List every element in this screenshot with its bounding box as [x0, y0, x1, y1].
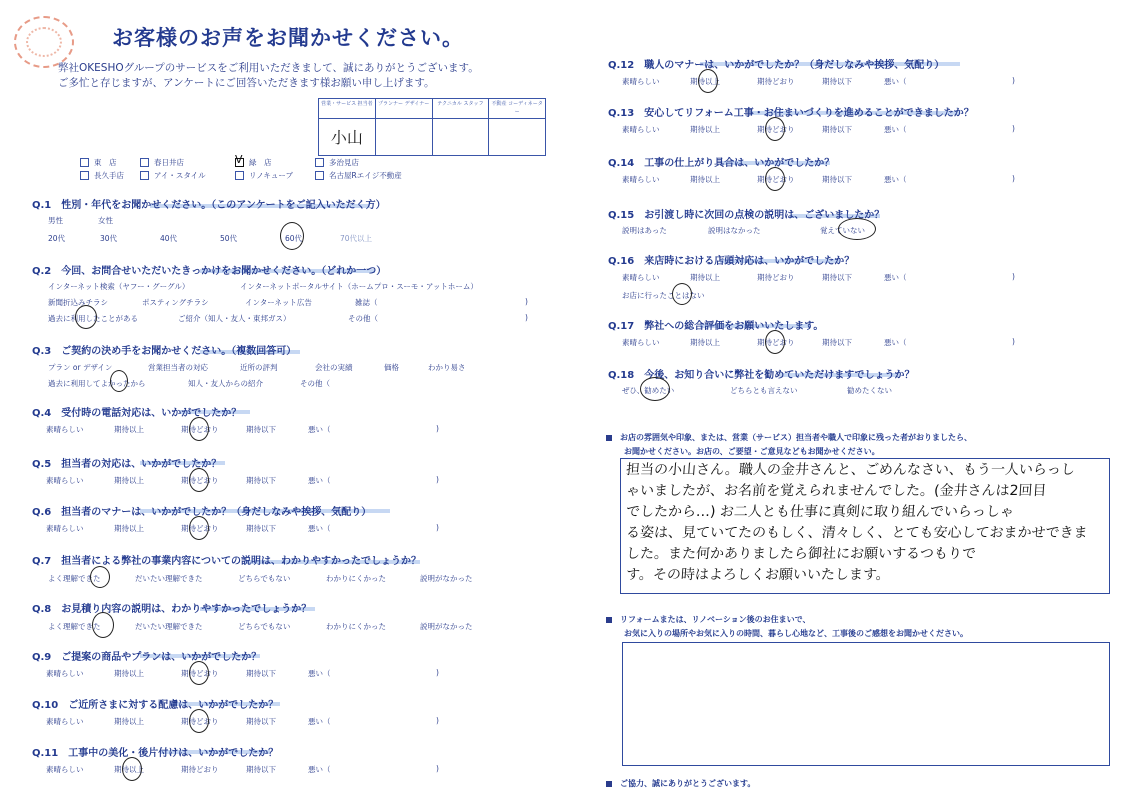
option[interactable]: 期待以上 — [114, 765, 144, 774]
option[interactable]: 50代 — [220, 234, 238, 243]
option[interactable]: 覚えていない — [820, 226, 865, 235]
checkbox[interactable] — [315, 171, 324, 180]
option[interactable]: 悪い（ — [308, 425, 331, 434]
option[interactable]: 素晴らしい — [46, 476, 84, 485]
question-q3: Q.3 ご契約の決め手をお聞かせください。（複数回答可） — [32, 346, 297, 357]
option[interactable]: 期待以下 — [246, 765, 276, 774]
intro-line-1: 弊社OKESHOグループのサービスをご利用いただきまして、誠にありがとうございます。 — [58, 62, 479, 74]
selection-circle — [189, 468, 209, 492]
option[interactable]: 男性 — [48, 216, 63, 225]
option[interactable]: 悪い（ — [308, 717, 331, 726]
shop-option[interactable]: 春日井店 — [140, 157, 235, 168]
option[interactable]: 過去に利用したことがある — [48, 314, 138, 323]
option[interactable]: どちらでもない — [238, 622, 291, 631]
checkbox[interactable] — [140, 158, 149, 167]
option[interactable]: わかり易さ — [428, 363, 466, 372]
option[interactable]: 期待以上 — [690, 338, 720, 347]
option[interactable]: インターネットポータルサイト（ホームプロ・スーモ・アットホーム） — [240, 282, 478, 291]
option[interactable]: 知人・友人からの紹介 — [188, 379, 263, 388]
staff-header: 不動産 コーディネーター — [489, 99, 545, 119]
option[interactable]: どちらとも言えない — [730, 386, 798, 395]
comment1-label-2: お聞かせください。お店の、ご要望・ご意見などもお聞かせください。 — [624, 447, 880, 456]
square-bullet-icon — [606, 617, 612, 623]
option[interactable]: 期待どおり — [181, 669, 219, 678]
selection-circle — [640, 377, 670, 401]
bracket: ) — [525, 297, 528, 306]
question-q11: Q.11 工事中の美化・後片付けは、いかがでしたか？ — [32, 748, 279, 759]
option[interactable]: 期待どおり — [181, 425, 219, 434]
selection-circle — [75, 305, 97, 329]
option[interactable]: どちらでもない — [238, 574, 291, 583]
handwritten-line: ゃいましたが、お名前を覚えられませんでした。(金井さんは2回目 — [625, 483, 1047, 499]
question-q5: Q.5 担当者の対応は、いかがでしたか？ — [32, 459, 222, 470]
option[interactable]: 悪い（ — [308, 669, 331, 678]
option[interactable]: その他（ — [300, 379, 330, 388]
option[interactable]: その他（ — [348, 314, 378, 323]
selection-circle — [189, 709, 209, 733]
selection-circle — [765, 167, 785, 191]
shop-option-checked[interactable]: V 緑 店 — [235, 153, 272, 167]
shop-option[interactable]: アイ・スタイル — [140, 170, 235, 181]
bracket: ) — [436, 475, 439, 484]
selection-circle — [765, 117, 785, 141]
square-bullet-icon — [606, 435, 612, 441]
option[interactable]: 悪い（ — [308, 476, 331, 485]
staff-header: 営業・サービス 担当者 — [319, 99, 375, 119]
option[interactable]: 期待以下 — [822, 125, 852, 134]
staff-header: プランナー デザイナー — [376, 99, 432, 119]
option[interactable]: 悪い（ — [308, 765, 331, 774]
selection-circle — [765, 330, 785, 354]
option[interactable]: 期待以上 — [114, 669, 144, 678]
option[interactable]: 期待以上 — [114, 717, 144, 726]
footer: ご協力、誠にありがとうございます。 — [606, 778, 755, 789]
option[interactable]: 期待以上 — [690, 273, 720, 282]
selection-circle — [189, 516, 209, 540]
shop-option[interactable]: 多治見店 — [315, 157, 359, 168]
bracket: ) — [525, 313, 528, 322]
option[interactable]: 期待どおり — [757, 125, 795, 134]
option[interactable]: 素晴らしい — [622, 175, 660, 184]
option[interactable]: 期待以下 — [246, 717, 276, 726]
question-q15: Q.15 お引渡し時に次回の点検の説明は、ございましたか？ — [608, 210, 885, 221]
handwritten-line: る姿は、見ていてたのもしく、清々しく、とても安心しておまかせできま — [625, 525, 1089, 541]
bracket: ) — [1012, 337, 1015, 346]
option[interactable]: インターネット広告 — [245, 298, 312, 307]
selection-circle — [122, 757, 142, 781]
option[interactable]: 雑誌（ — [355, 298, 378, 307]
option[interactable]: 新聞折込みチラシ — [48, 298, 108, 307]
bracket: ) — [436, 424, 439, 433]
option[interactable]: 素晴らしい — [46, 669, 84, 678]
option[interactable]: 女性 — [98, 216, 113, 225]
handwritten-line: でしたから…) お二人とも仕事に真剣に取り組んでいらっしゃ — [625, 504, 1015, 520]
shop-option[interactable]: 東 店 — [80, 157, 140, 168]
option[interactable]: 期待以上 — [690, 125, 720, 134]
option[interactable]: 素晴らしい — [622, 273, 660, 282]
option[interactable]: 悪い（ — [884, 125, 907, 134]
question-q17: Q.17 弊社への総合評価をお願いいたします。 — [608, 321, 824, 332]
question-q4: Q.4 受付時の電話対応は、いかがでしたか？ — [32, 408, 242, 419]
selection-circle — [672, 283, 692, 305]
bracket: ) — [436, 668, 439, 677]
question-q9: Q.9 ご提案の商品やプランは、いかがでしたか？ — [32, 652, 262, 663]
option[interactable]: 期待以上 — [690, 77, 720, 86]
option[interactable]: 説明がなかった — [420, 622, 473, 631]
intro-line-2: ご多忙と存じますが、アンケートにご回答いただきます様お願い申し上げます。 — [58, 77, 435, 89]
shop-option[interactable]: 名古屋Rエイジ不動産 — [315, 170, 402, 181]
option[interactable]: 説明はあった — [622, 226, 667, 235]
option[interactable]: 説明はなかった — [708, 226, 761, 235]
bracket: ) — [1012, 272, 1015, 281]
option[interactable]: 説明がなかった — [420, 574, 473, 583]
option[interactable]: 期待以下 — [246, 524, 276, 533]
option[interactable]: 期待以下 — [246, 476, 276, 485]
option[interactable]: 期待以下 — [822, 338, 852, 347]
question-q8: Q.8 お見積り内容の説明は、わかりやすかったでしょうか？ — [32, 604, 312, 615]
question-q13: Q.13 安心してリフォーム工事・お住まいづくりを進めることができましたか？ — [608, 108, 974, 119]
option[interactable]: 悪い（ — [884, 338, 907, 347]
option[interactable]: 20代 — [48, 234, 66, 243]
option[interactable]: 営業担当者の対応 — [148, 363, 208, 372]
staff-header: テクニカル スタッフ — [433, 99, 489, 119]
page-title: お客様のお声をお聞かせください。 — [112, 26, 464, 50]
option[interactable]: わかりにくかった — [326, 622, 386, 631]
checkbox[interactable] — [80, 171, 89, 180]
selection-circle — [189, 661, 209, 685]
option[interactable]: 期待以下 — [822, 77, 852, 86]
option[interactable]: だいたい理解できた — [135, 574, 203, 583]
checkbox[interactable] — [140, 171, 149, 180]
selection-circle — [189, 417, 209, 441]
option[interactable]: 素晴らしい — [622, 77, 660, 86]
selection-circle — [280, 222, 304, 250]
question-q7: Q.7 担当者による弊社の事業内容についての説明は、わかりやすかったでしょうか？ — [32, 556, 422, 567]
staff-value-technical[interactable] — [433, 119, 489, 125]
option[interactable]: 期待以上 — [114, 425, 144, 434]
option[interactable]: 期待どおり — [181, 765, 219, 774]
option[interactable]: 近所の評判 — [240, 363, 278, 372]
bracket: ) — [436, 764, 439, 773]
question-q1: Q.1 性別・年代をお聞かせください。（このアンケートをご記入いただく方） — [32, 200, 386, 211]
option[interactable]: 期待どおり — [757, 175, 795, 184]
option[interactable]: 悪い（ — [884, 175, 907, 184]
option[interactable]: 悪い（ — [884, 273, 907, 282]
option[interactable]: 期待どおり — [757, 77, 795, 86]
option[interactable]: 60代 — [285, 234, 303, 243]
question-q2: Q.2 今回、お問合せいただいたきっかけをお聞かせください。（どれか一つ） — [32, 266, 387, 277]
option[interactable]: 期待以下 — [822, 273, 852, 282]
handwritten-line: す。その時はよろしくお願いいたします。 — [625, 567, 891, 583]
option[interactable]: 悪い（ — [884, 77, 907, 86]
option[interactable]: 30代 — [100, 234, 118, 243]
checkbox-checked[interactable]: V — [235, 153, 243, 166]
option[interactable]: 素晴らしい — [46, 717, 84, 726]
square-bullet-icon — [606, 781, 612, 787]
option[interactable]: 期待どおり — [757, 338, 795, 347]
option[interactable]: 期待以上 — [690, 175, 720, 184]
option[interactable]: 会社の実績 — [315, 363, 353, 372]
selection-circle — [90, 566, 110, 588]
bracket: ) — [1012, 124, 1015, 133]
option[interactable]: 素晴らしい — [622, 125, 660, 134]
selection-circle — [110, 370, 128, 392]
option[interactable]: お店に行ったことはない — [622, 291, 705, 300]
option[interactable]: よく理解できた — [48, 622, 101, 631]
checkbox[interactable] — [235, 171, 244, 180]
shop-row-2 — [80, 170, 402, 181]
option[interactable]: 期待どおり — [181, 476, 219, 485]
option[interactable]: 期待以下 — [822, 175, 852, 184]
bracket: ) — [1012, 76, 1015, 85]
option[interactable]: インターネット検索（ヤフー・グーグル） — [48, 282, 190, 291]
question-q12: Q.12 職人のマナーは、いかがでしたか？（身だしなみや挨拶、気配り） — [608, 60, 945, 71]
option[interactable]: よく理解できた — [48, 574, 101, 583]
option[interactable]: だいたい理解できた — [135, 622, 203, 631]
comment1-label: お店の雰囲気や印象、または、営業（サービス）担当者や職人で印象に残った者がおりましたら、 — [606, 432, 972, 443]
comment2-label-2: お気に入りの場所やお気に入りの時間、暮らし心地など、工事後のご感想をお聞かせください。 — [624, 629, 968, 638]
option[interactable]: 期待以下 — [246, 425, 276, 434]
option[interactable]: 期待どおり — [757, 273, 795, 282]
option[interactable]: ポスティングチラシ — [142, 298, 209, 307]
shop-option[interactable]: 長久手店 — [80, 170, 140, 181]
bracket: ) — [436, 716, 439, 725]
option[interactable]: 素晴らしい — [46, 425, 84, 434]
option[interactable]: 期待以上 — [114, 476, 144, 485]
checkbox[interactable] — [315, 158, 324, 167]
question-q10: Q.10 ご近所さまに対する配慮は、いかがでしたか？ — [32, 700, 279, 711]
option[interactable]: 期待以下 — [246, 669, 276, 678]
option[interactable]: 勧めたくない — [847, 386, 892, 395]
option[interactable]: プラン or デザイン — [48, 363, 113, 372]
question-q6: Q.6 担当者のマナーは、いかがでしたか？（身だしなみや挨拶、気配り） — [32, 507, 372, 518]
option[interactable]: 70代以上 — [340, 234, 373, 243]
option[interactable]: 素晴らしい — [46, 765, 84, 774]
option[interactable]: ご紹介（知人・友人・東邦ガス） — [178, 314, 291, 323]
question-q18: Q.18 今後、お知り合いに弊社を勧めていただけますでしょうか？ — [608, 370, 915, 381]
option[interactable]: 素晴らしい — [622, 338, 660, 347]
option[interactable]: ぜひ、勧めたい — [622, 386, 675, 395]
option[interactable]: 期待どおり — [181, 717, 219, 726]
question-q14: Q.14 工事の仕上がり具合は、いかがでしたか？ — [608, 158, 835, 169]
selection-circle — [838, 218, 876, 240]
handwritten-line: 担当の小山さん。職人の金井さんと、ごめんなさい、もう一人いらっし — [625, 462, 1076, 478]
shop-row-1 — [80, 153, 359, 168]
option[interactable]: 素晴らしい — [46, 524, 84, 533]
option[interactable]: 期待以上 — [114, 524, 144, 533]
staff-value-sales[interactable]: 小山 — [330, 128, 363, 147]
staff-value-planner[interactable] — [376, 119, 432, 125]
comment2-textarea[interactable] — [622, 642, 1110, 766]
option[interactable]: 過去に利用してよかったから — [48, 379, 146, 388]
bracket: ) — [436, 523, 439, 532]
option[interactable]: 悪い（ — [308, 524, 331, 533]
bracket: ) — [1012, 174, 1015, 183]
selection-circle — [92, 612, 114, 638]
comment2-label: リフォームまたは、リノベーション後のお住まいで、 — [606, 614, 810, 625]
question-q16: Q.16 来店時における店頭対応は、いかがでしたか？ — [608, 256, 855, 267]
selection-circle — [698, 69, 718, 93]
option[interactable]: 40代 — [160, 234, 178, 243]
handwritten-line: した。また何かありましたら御社にお願いするつもりで — [625, 546, 977, 562]
option[interactable]: わかりにくかった — [326, 574, 386, 583]
staff-table — [318, 98, 546, 156]
option[interactable]: 期待どおり — [181, 524, 219, 533]
shop-option[interactable]: リノキューブ — [235, 170, 315, 181]
staff-value-realestate[interactable] — [489, 119, 545, 125]
checkbox[interactable] — [80, 158, 89, 167]
option[interactable]: 価格 — [384, 363, 399, 372]
